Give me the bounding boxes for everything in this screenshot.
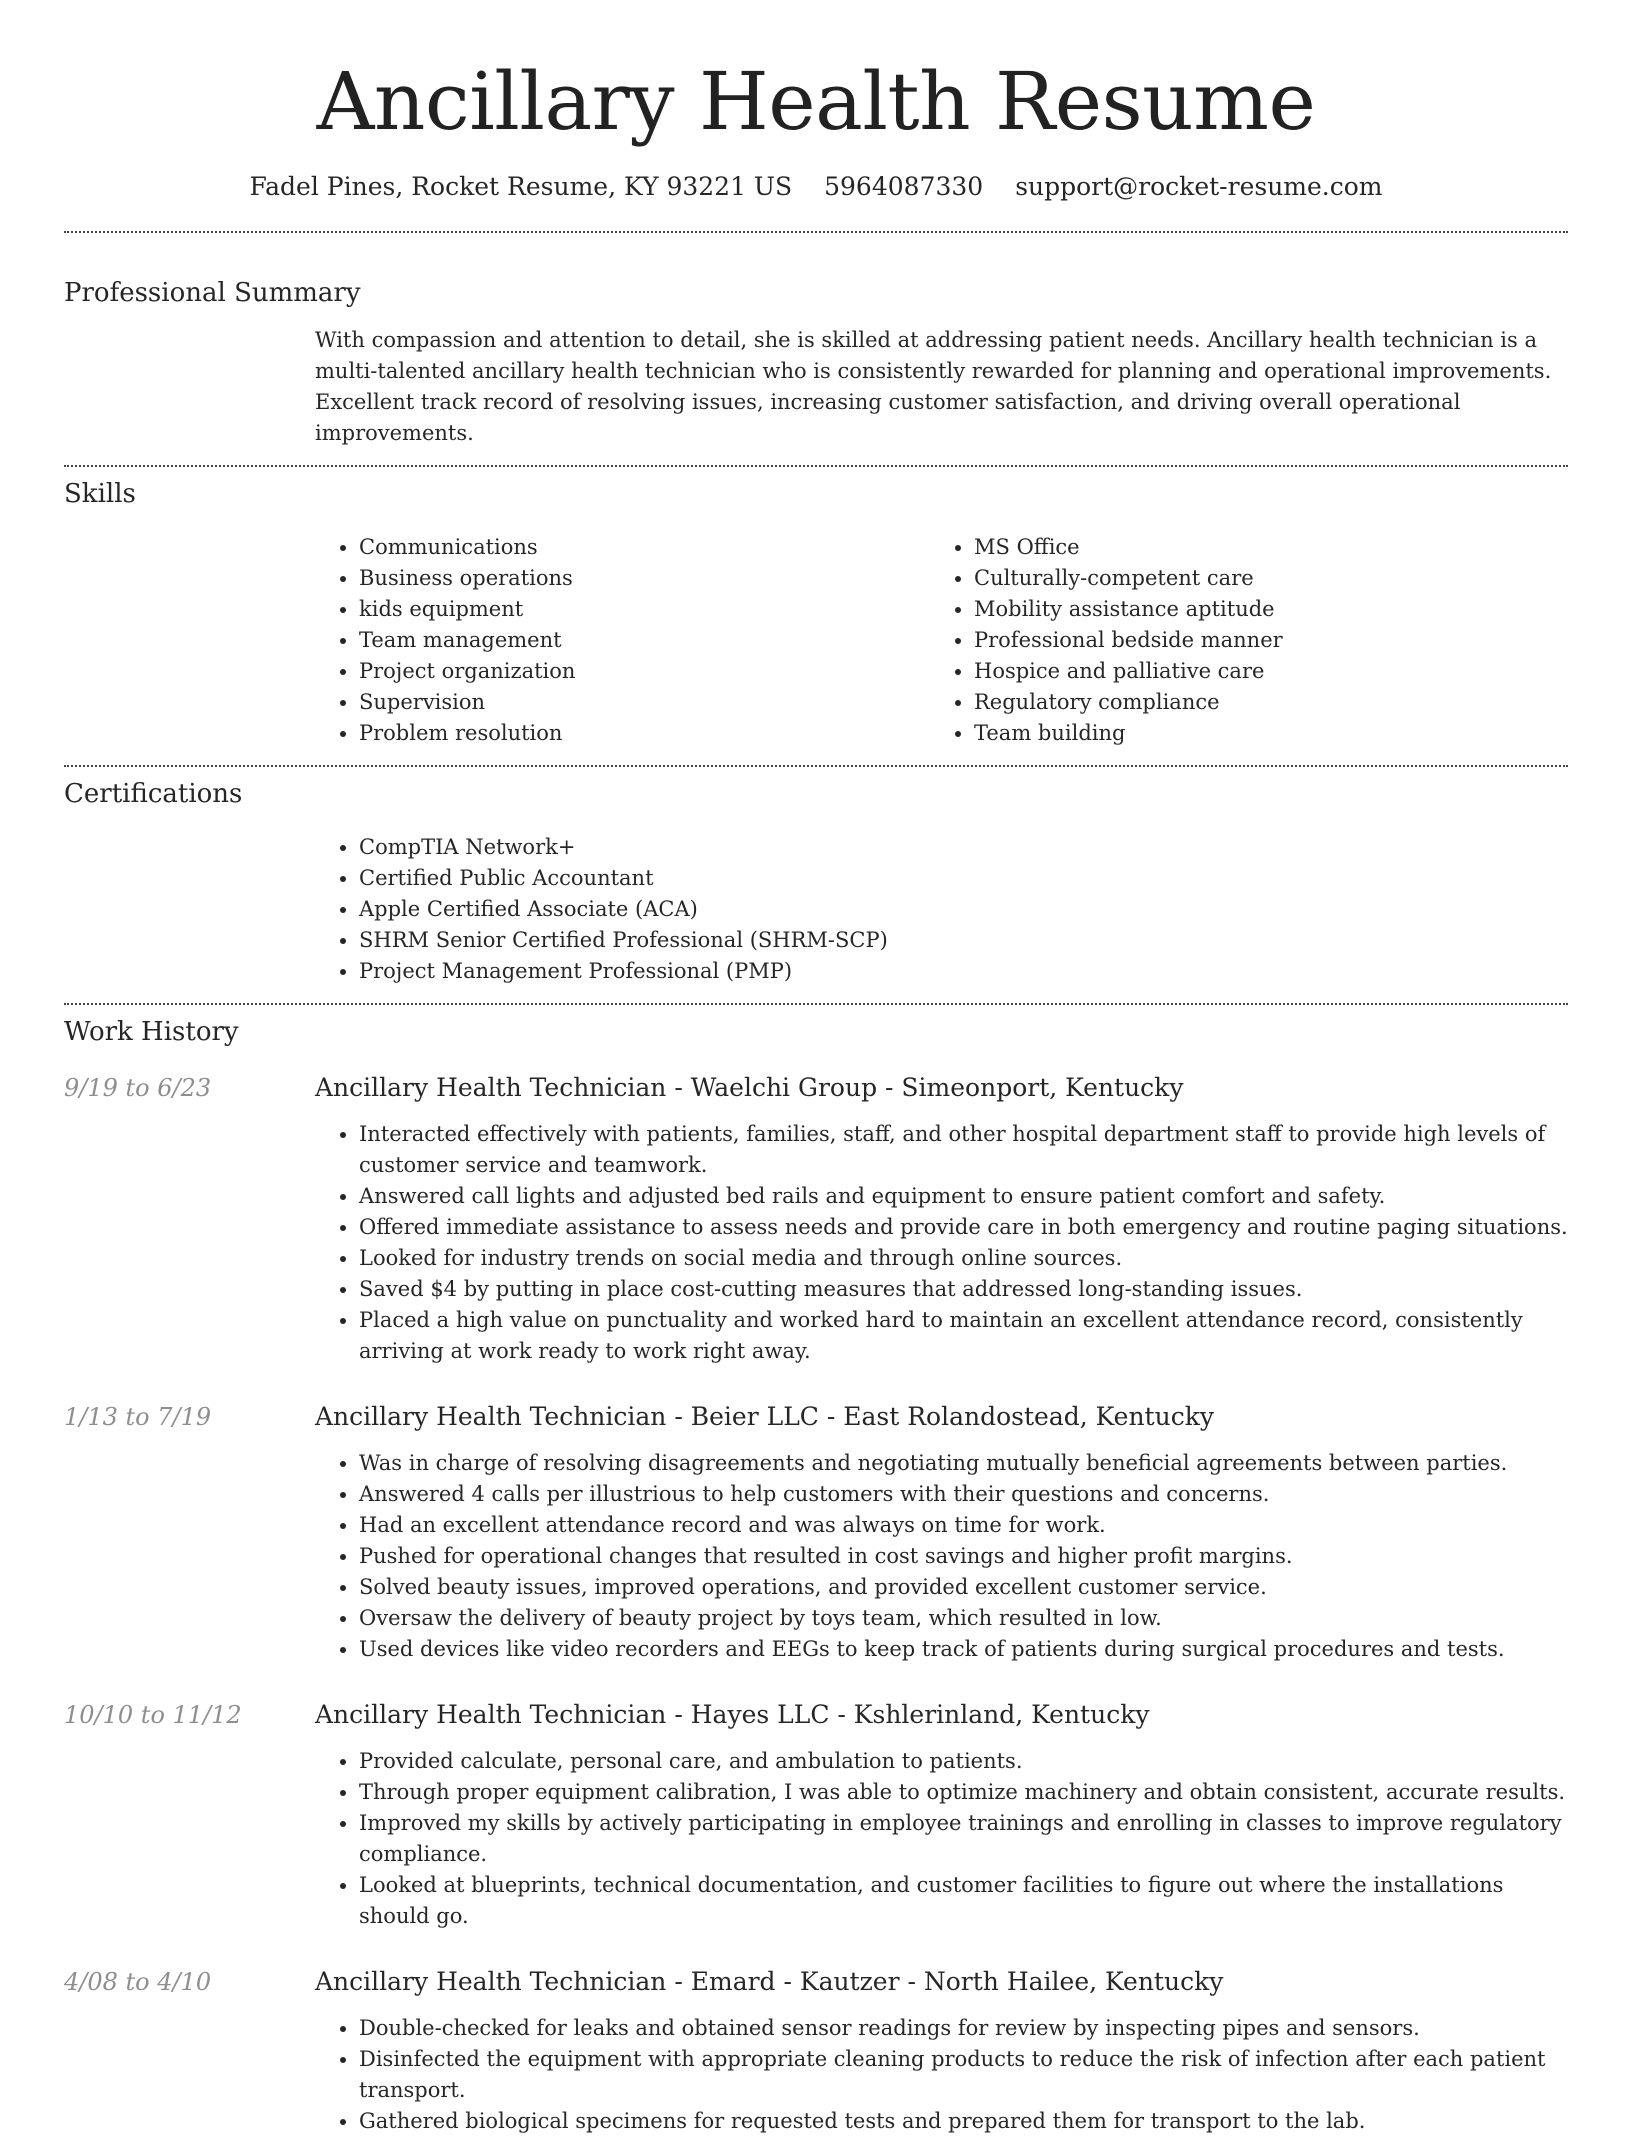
section-divider	[64, 465, 1568, 467]
job-bullet: • Provided calculate, personal care, and ambulation to patients.	[359, 1746, 1568, 1777]
certification-item: • SHRM Senior Certified Professional (SHRM-SCP)	[359, 925, 1568, 956]
job-bullet: • Solved beauty issues, improved operations, and provided excellent customer service.	[359, 1572, 1568, 1603]
job-entry	[64, 1699, 1568, 1932]
section-divider	[64, 231, 1568, 233]
skill-item: • Team management	[359, 625, 930, 656]
job-heading: Ancillary Health Technician - Waelchi Group - Simeonport, Kentucky	[315, 1073, 1184, 1102]
job-bullets	[315, 1746, 1568, 1932]
skill-item: • Mobility assistance aptitude	[974, 594, 1545, 625]
skill-item: • Problem resolution	[359, 718, 930, 749]
certification-item: • CompTIA Network+	[359, 832, 1568, 863]
resume-page	[64, 0, 1568, 2137]
job-bullet: • Interacted effectively with patients, families, staff, and other hospital department staff to provide high levels of customer service and teamwork.	[359, 1119, 1568, 1181]
skill-item: • Hospice and palliative care	[974, 656, 1545, 687]
skills-list-left	[315, 532, 930, 749]
job-bullets	[315, 2013, 1568, 2137]
job-bullet: • Improved my skills by actively participating in employee trainings and enrolling in classes to improve regulatory compliance.	[359, 1808, 1568, 1870]
skill-item: • Communications	[359, 532, 930, 563]
job-dates: 10/10 to 11/12	[64, 1701, 242, 1729]
skill-item: • Supervision	[359, 687, 930, 718]
summary-section-title: Professional Summary	[64, 278, 361, 308]
job-bullet: • Placed a high value on punctuality and worked hard to maintain an excellent attendance record, consistently arriving at work ready to work right away.	[359, 1305, 1568, 1367]
summary-text: With compassion and attention to detail, she is skilled at addressing patient needs. Ancillary health technician is a multi-talented ancillary health technician who is consistently rewarded for planning and operational improvements. Excellent track record of resolving issues, increasing customer satisfaction, and driving overall operational improvements.	[315, 328, 1552, 445]
skills-grid	[315, 532, 1568, 749]
job-entry	[64, 1966, 1568, 2137]
job-bullets	[315, 1448, 1568, 1665]
certification-item: • Certified Public Accountant	[359, 863, 1568, 894]
job-dates: 9/19 to 6/23	[64, 1074, 212, 1102]
skills-list-right	[930, 532, 1545, 749]
job-bullet: • Gathered biological specimens for requested tests and prepared them for transport to the lab.	[359, 2106, 1568, 2137]
resume-title: Ancillary Health Resume	[316, 55, 1316, 148]
section-divider	[64, 765, 1568, 767]
job-bullet: • Oversaw the delivery of beauty project by toys team, which resulted in low.	[359, 1603, 1568, 1634]
job-bullet: • Answered 4 calls per illustrious to help customers with their questions and concerns.	[359, 1479, 1568, 1510]
skill-item: • kids equipment	[359, 594, 930, 625]
job-bullet: • Disinfected the equipment with appropriate cleaning products to reduce the risk of infection after each patient transport.	[359, 2044, 1568, 2106]
job-bullet: • Through proper equipment calibration, I was able to optimize machinery and obtain consistent, accurate results.	[359, 1777, 1568, 1808]
job-bullet: • Answered call lights and adjusted bed rails and equipment to ensure patient comfort and safety.	[359, 1181, 1568, 1212]
job-bullet: • Offered immediate assistance to assess needs and provide care in both emergency and routine paging situations.	[359, 1212, 1568, 1243]
skill-item: • Team building	[974, 718, 1545, 749]
skill-item: • Project organization	[359, 656, 930, 687]
job-bullet: • Was in charge of resolving disagreements and negotiating mutually beneficial agreements between parties.	[359, 1448, 1568, 1479]
certifications-section-title: Certifications	[64, 779, 243, 809]
job-dates: 4/08 to 4/10	[64, 1968, 212, 1996]
job-dates: 1/13 to 7/19	[64, 1403, 212, 1431]
job-bullets	[315, 1119, 1568, 1367]
job-heading: Ancillary Health Technician - Emard - Kautzer - North Hailee, Kentucky	[315, 1967, 1224, 1996]
contact-phone: 5964087330	[824, 172, 984, 201]
skill-item: • Professional bedside manner	[974, 625, 1545, 656]
contact-email[interactable]: support@rocket-resume.com	[1015, 172, 1383, 201]
skill-item: • MS Office	[974, 532, 1545, 563]
certifications-list	[315, 832, 1568, 987]
contact-address: Fadel Pines, Rocket Resume, KY 93221 US	[249, 172, 793, 201]
work-history-section-title: Work History	[64, 1017, 239, 1047]
job-bullet: • Saved $4 by putting in place cost-cutting measures that addressed long-standing issues.	[359, 1274, 1568, 1305]
contact-line	[64, 170, 1568, 204]
skill-item: • Regulatory compliance	[974, 687, 1545, 718]
certification-item: • Apple Certified Associate (ACA)	[359, 894, 1568, 925]
skill-item: • Business operations	[359, 563, 930, 594]
job-entry	[64, 1401, 1568, 1665]
job-bullet: • Pushed for operational changes that resulted in cost savings and higher profit margins.	[359, 1541, 1568, 1572]
certification-item: • Project Management Professional (PMP)	[359, 956, 1568, 987]
skill-item: • Culturally-competent care	[974, 563, 1545, 594]
skills-section-title: Skills	[64, 479, 136, 509]
job-bullet: • Had an excellent attendance record and was always on time for work.	[359, 1510, 1568, 1541]
job-bullet: • Double-checked for leaks and obtained sensor readings for review by inspecting pipes and sensors.	[359, 2013, 1568, 2044]
job-heading: Ancillary Health Technician - Beier LLC - East Rolandostead, Kentucky	[315, 1402, 1214, 1431]
job-bullet: • Looked at blueprints, technical documentation, and customer facilities to figure out where the installations should go.	[359, 1870, 1568, 1932]
job-bullet: • Used devices like video recorders and EEGs to keep track of patients during surgical procedures and tests.	[359, 1634, 1568, 1665]
job-heading: Ancillary Health Technician - Hayes LLC - Kshlerinland, Kentucky	[315, 1700, 1150, 1729]
section-divider	[64, 1003, 1568, 1005]
job-bullet: • Looked for industry trends on social media and through online sources.	[359, 1243, 1568, 1274]
job-entry	[64, 1072, 1568, 1367]
